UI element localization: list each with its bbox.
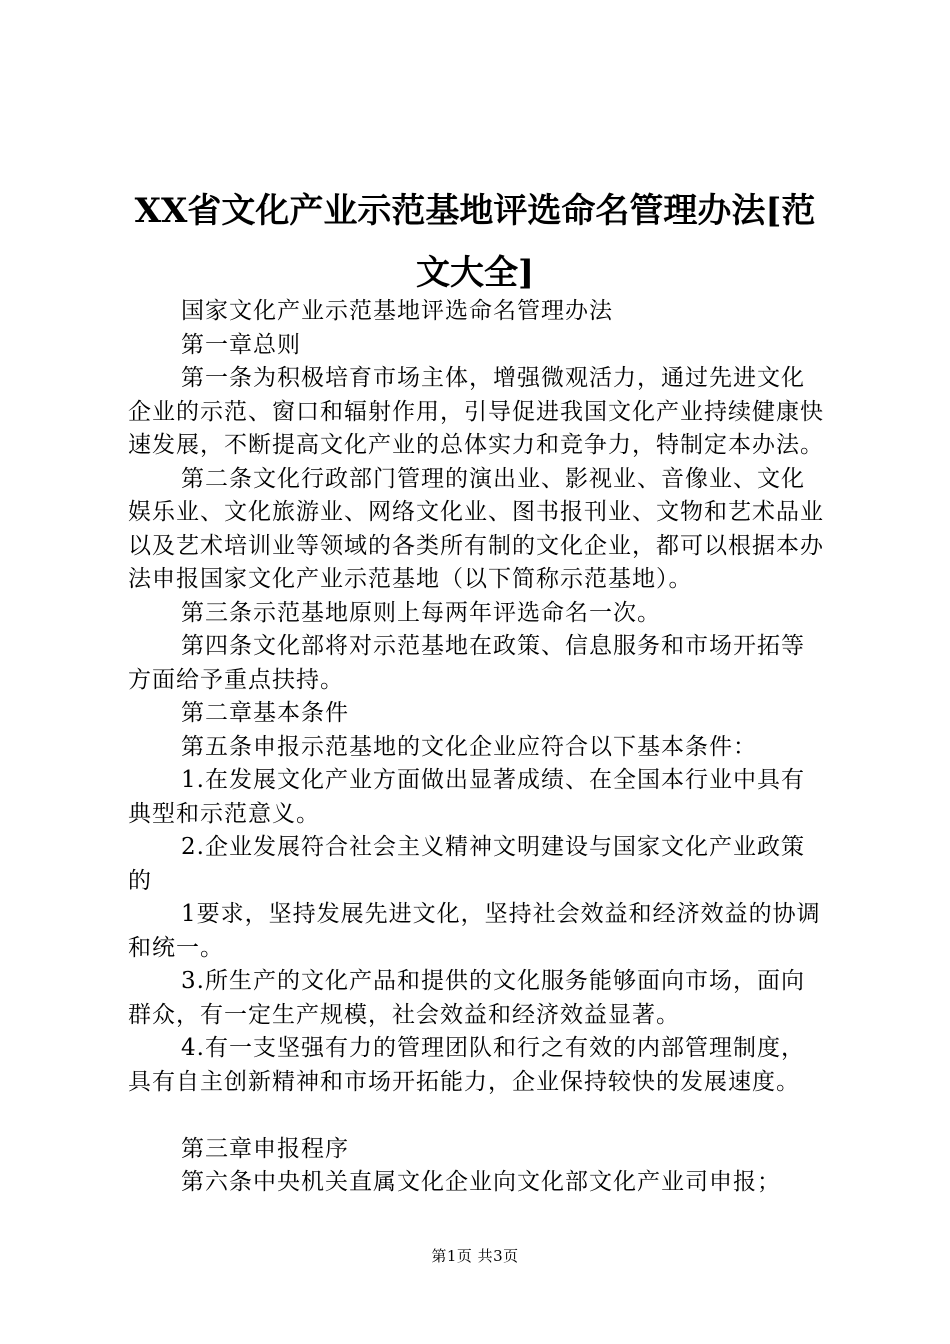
paragraph-gap — [128, 1099, 828, 1133]
article-6: 第六条中央机关直属文化企业向文化部文化产业司申报； — [181, 1169, 781, 1195]
condition-2-continued: 1要求，坚持发展先进文化，坚持社会效益和经济效益的协调和统一。 — [128, 901, 821, 961]
article-4: 第四条文化部将对示范基地在政策、信息服务和市场开拓等方面给予重点扶持。 — [128, 633, 805, 693]
condition-2: 2.企业发展符合社会主义精神文明建设与国家文化产业政策的 — [128, 834, 805, 894]
article-1: 第一条为积极培育市场主体，增强微观活力，通过先进文化企业的示范、窗口和辐射作用，引导促进我国文化产业持续健康快速发展，不断提高文化产业的总体实力和竞争力，特制定本办法。 — [128, 365, 824, 458]
article-3: 第三条示范基地原则上每两年评选命名一次。 — [181, 599, 661, 626]
title-line-1: XX省文化产业示范基地评选命名管理办法[范 — [134, 191, 816, 231]
condition-1: 1.在发展文化产业方面做出显著成绩、在全国本行业中具有典型和示范意义。 — [128, 767, 805, 827]
doc-heading: 国家文化产业示范基地评选命名管理办法 — [181, 298, 613, 324]
document-body — [128, 295, 828, 1200]
chapter-heading-1: 第一章总则 — [181, 331, 301, 358]
condition-3: 3.所生产的文化产品和提供的文化服务能够面向市场，面向群众，有一定生产规模，社会效益和经济效益显著。 — [128, 968, 805, 1028]
condition-4: 4.有一支坚强有力的管理团队和行之有效的内部管理制度，具有自主创新精神和市场开拓能力，企业保持较快的发展速度。 — [128, 1035, 805, 1095]
chapter-heading-2: 第二章基本条件 — [181, 700, 349, 726]
article-2: 第二条文化行政部门管理的演出业、影视业、音像业、文化娱乐业、文化旅游业、网络文化业、图书报刊业、文物和艺术品业以及艺术培训业等领域的各类所有制的文化企业，都可以根据本办法申报国家文化产业示范基地（以下简称示范基地）。 — [128, 465, 824, 592]
document-title — [120, 180, 830, 304]
chapter-heading-3: 第三章申报程序 — [181, 1135, 349, 1162]
page-number-footer: 第1页 共3页 — [431, 1247, 519, 1265]
article-5: 第五条申报示范基地的文化企业应符合以下基本条件： — [181, 733, 757, 760]
title-line-2: 文大全] — [415, 253, 535, 293]
